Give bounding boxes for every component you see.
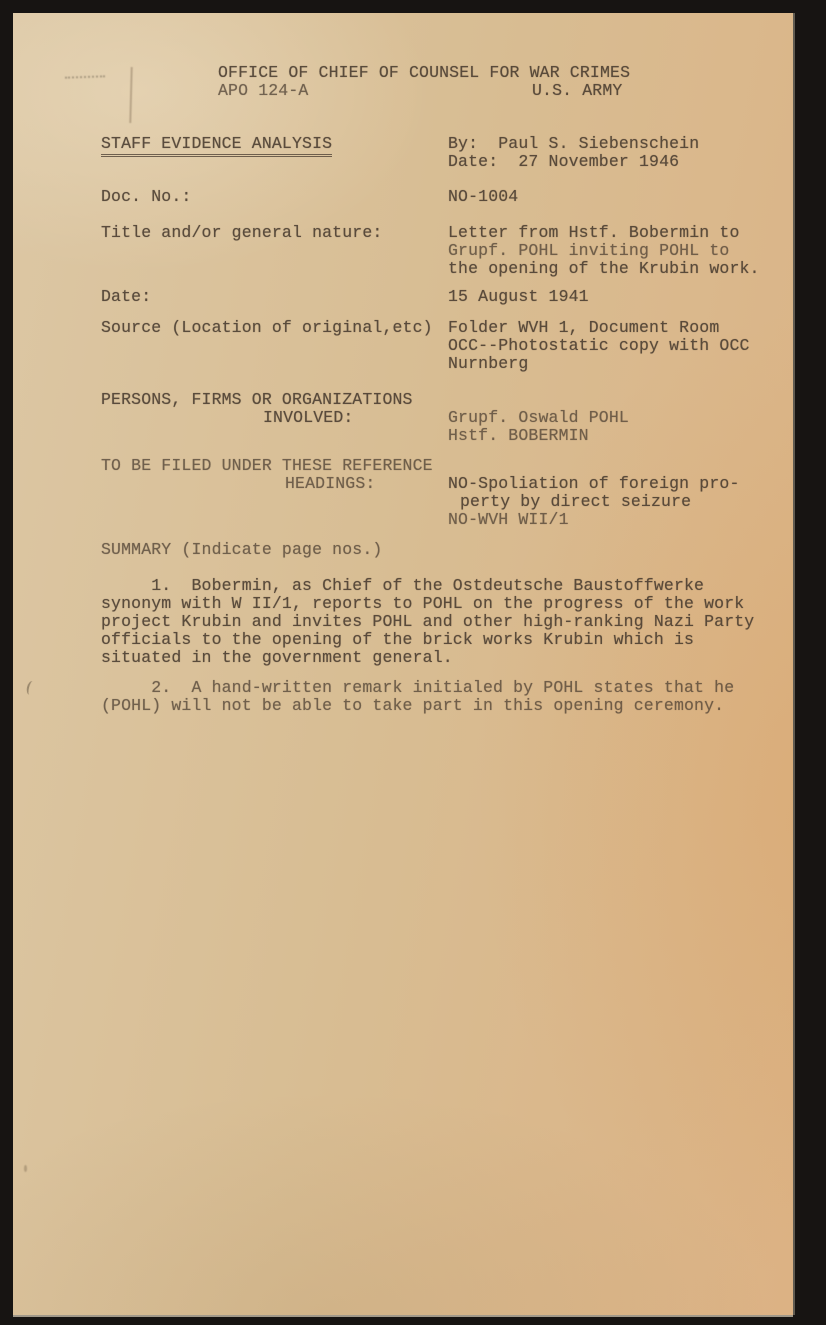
analyst-line: By: Paul S. Siebenschein <box>448 134 700 153</box>
summary-paragraph-line: 2. A hand-written remark initialed by POHL states that he <box>101 678 735 697</box>
analysis-date-line: Date: 27 November 1946 <box>448 152 680 171</box>
agency-title: OFFICE OF CHIEF OF COUNSEL FOR WAR CRIMES <box>218 63 631 82</box>
title-value-line: Grupf. POHL inviting POHL to <box>448 241 730 260</box>
title-value-line: the opening of the Krubin work. <box>448 259 760 278</box>
summary-paragraph-line: situated in the government general. <box>101 648 453 667</box>
persons-label-line2: INVOLVED: <box>263 408 354 427</box>
pencil-mark <box>65 75 105 78</box>
title-value-line: Letter from Hstf. Bobermin to <box>448 223 740 242</box>
persons-value-line: Grupf. Oswald POHL <box>448 408 629 427</box>
summary-heading: SUMMARY (Indicate page nos.) <box>101 540 383 559</box>
title-label: Title and/or general nature: <box>101 223 383 242</box>
edge-speck <box>25 680 36 696</box>
filing-label-line2: HEADINGS: <box>285 474 376 493</box>
filing-value-line: NO-WVH WII/1 <box>448 510 569 529</box>
filing-value-line: perty by direct seizure <box>460 492 692 511</box>
doc-no-value: NO-1004 <box>448 187 519 206</box>
summary-paragraph-line: (POHL) will not be able to take part in this opening ceremony. <box>101 696 725 715</box>
filing-label-line1: TO BE FILED UNDER THESE REFERENCE <box>101 456 433 475</box>
summary-paragraph-line: 1. Bobermin, as Chief of the Ostdeutsche Baustoffwerke <box>101 576 705 595</box>
persons-label-line1: PERSONS, FIRMS OR ORGANIZATIONS <box>101 390 413 409</box>
summary-paragraph-line: synonym with W II/1, reports to POHL on the progress of the work <box>101 594 745 613</box>
source-value-line: Folder WVH 1, Document Room <box>448 318 720 337</box>
army-line: U.S. ARMY <box>532 81 623 100</box>
crease-mark <box>129 67 132 123</box>
summary-paragraph-line: officials to the opening of the brick works Krubin which is <box>101 630 695 649</box>
apo-line: APO 124-A <box>218 81 309 100</box>
source-label: Source (Location of original,etc) <box>101 318 433 337</box>
date-label: Date: <box>101 287 152 306</box>
doc-no-label: Doc. No.: <box>101 187 192 206</box>
summary-paragraph-line: project Krubin and invites POHL and other high-ranking Nazi Party <box>101 612 755 631</box>
date-value: 15 August 1941 <box>448 287 589 306</box>
edge-speck <box>24 1165 27 1172</box>
source-value-line: OCC--Photostatic copy with OCC <box>448 336 750 355</box>
form-title: STAFF EVIDENCE ANALYSIS <box>101 135 332 157</box>
persons-value-line: Hstf. BOBERMIN <box>448 426 589 445</box>
source-value-line: Nurnberg <box>448 354 529 373</box>
paper-sheet <box>13 13 793 1315</box>
filing-value-line: NO-Spoliation of foreign pro- <box>448 474 740 493</box>
